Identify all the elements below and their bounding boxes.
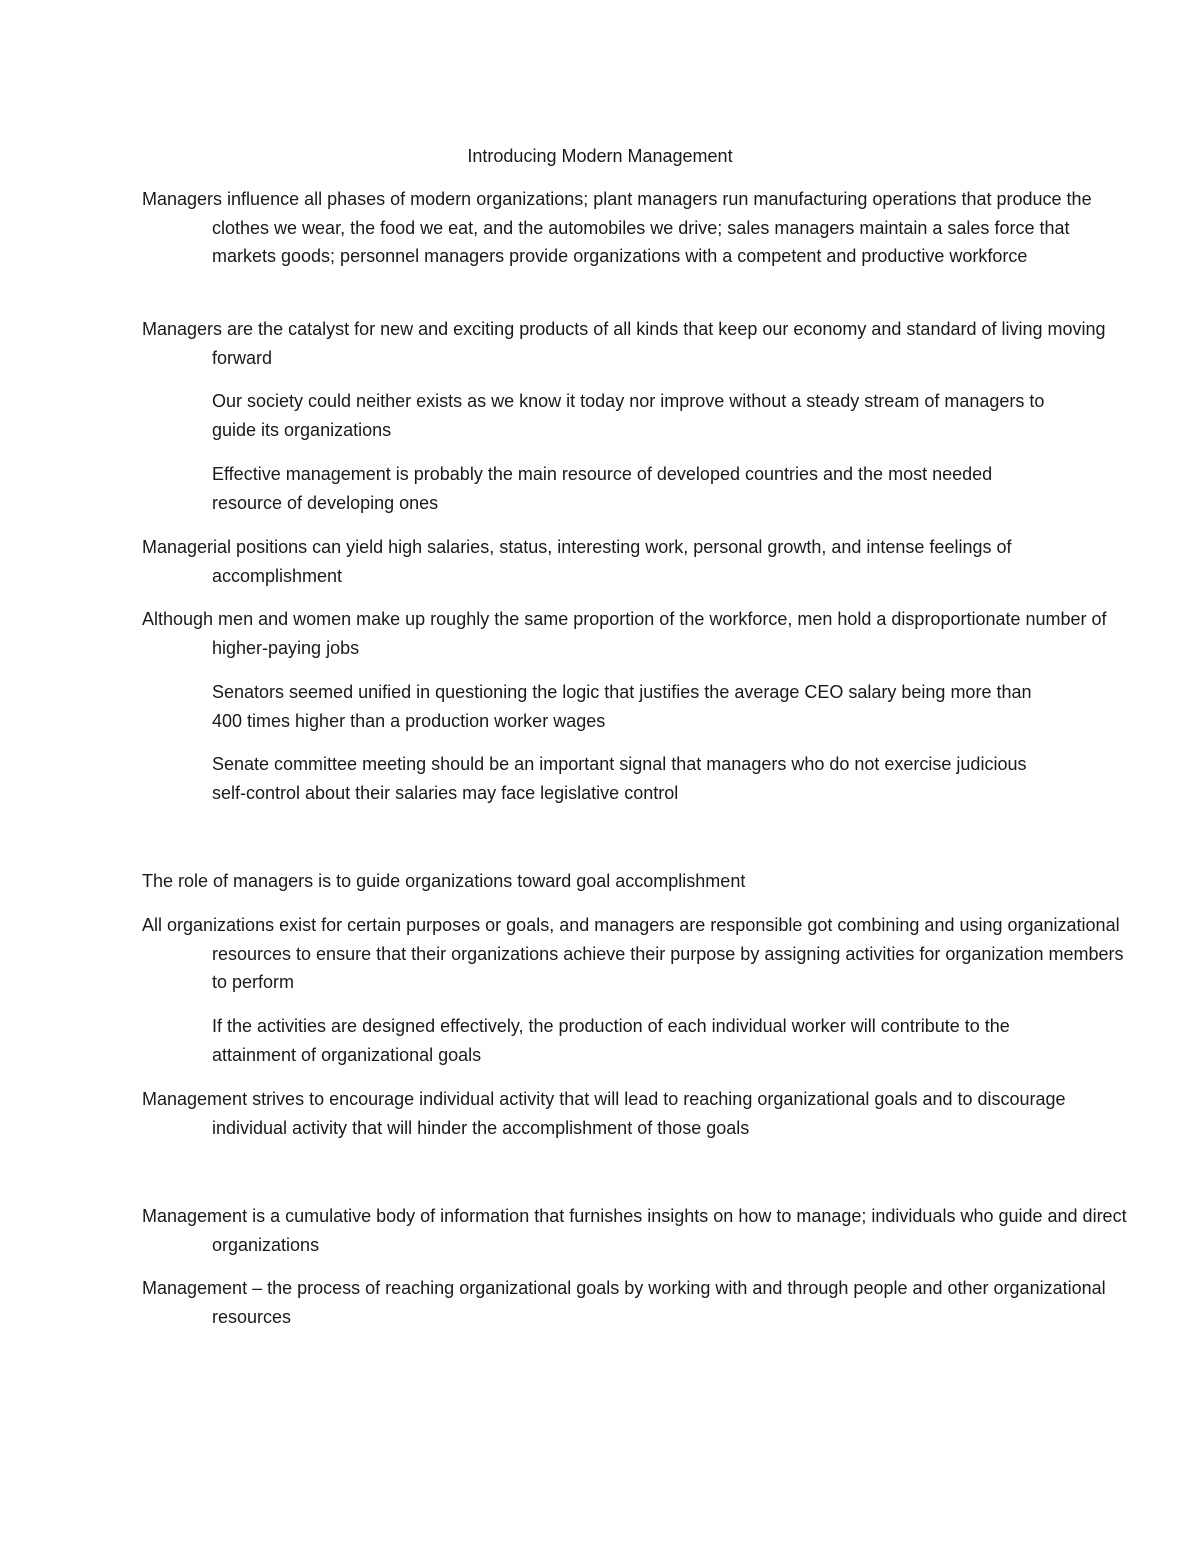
paragraph-managers-influence: Managers influence all phases of modern organizations; plant managers run manufacturing operations that produce the clothes we wear, the food we eat, and the automobiles we drive; sales managers maintain a sales force that markets goods; personnel managers provide organizations with a competent and productive workforce	[142, 189, 1092, 267]
paragraph-role-of-managers: The role of managers is to guide organizations toward goal accomplishment	[142, 871, 746, 891]
paragraph-effective-management: Effective management is probably the main resource of developed countries and the most needed resource of developing ones	[212, 464, 993, 513]
paragraph-cumulative-body: Management is a cumulative body of information that furnishes insights on how to manage; individuals who guide and direct organizations	[142, 1206, 1127, 1255]
paragraph-activities-designed: If the activities are designed effectively, the production of each individual worker will contribute to the attainment of organizational goals	[212, 1016, 1010, 1065]
paragraph-senators: Senators seemed unified in questioning the logic that justifies the average CEO salary being more than 400 times higher than a production worker wages	[212, 682, 1032, 731]
paragraph-management-definition: Management – the process of reaching organizational goals by working with and through people and other organizational resources	[142, 1278, 1106, 1327]
paragraph-society: Our society could neither exists as we know it today nor improve without a steady stream of managers to guide its organizations	[212, 391, 1045, 440]
paragraph-managerial-positions: Managerial positions can yield high salaries, status, interesting work, personal growth, and intense feelings of accomplishment	[142, 537, 1012, 586]
paragraph-senate-committee: Senate committee meeting should be an important signal that managers who do not exercise judicious self-control about their salaries may face legislative control	[212, 754, 1027, 803]
document-title: Introducing Modern Management	[467, 146, 733, 166]
paragraph-management-strives: Management strives to encourage individual activity that will lead to reaching organizational goals and to discourage individual activity that will hinder the accomplishment of those goals	[142, 1089, 1066, 1138]
paragraph-all-organizations: All organizations exist for certain purposes or goals, and managers are responsible got combining and using organizational resources to ensure that their organizations achieve their purpose by assigning activities for organization members to perform	[142, 915, 1124, 993]
paragraph-managers-catalyst: Managers are the catalyst for new and exciting products of all kinds that keep our economy and standard of living moving forward	[142, 319, 1106, 368]
paragraph-men-and-women: Although men and women make up roughly the same proportion of the workforce, men hold a disproportionate number of higher-paying jobs	[142, 609, 1107, 658]
